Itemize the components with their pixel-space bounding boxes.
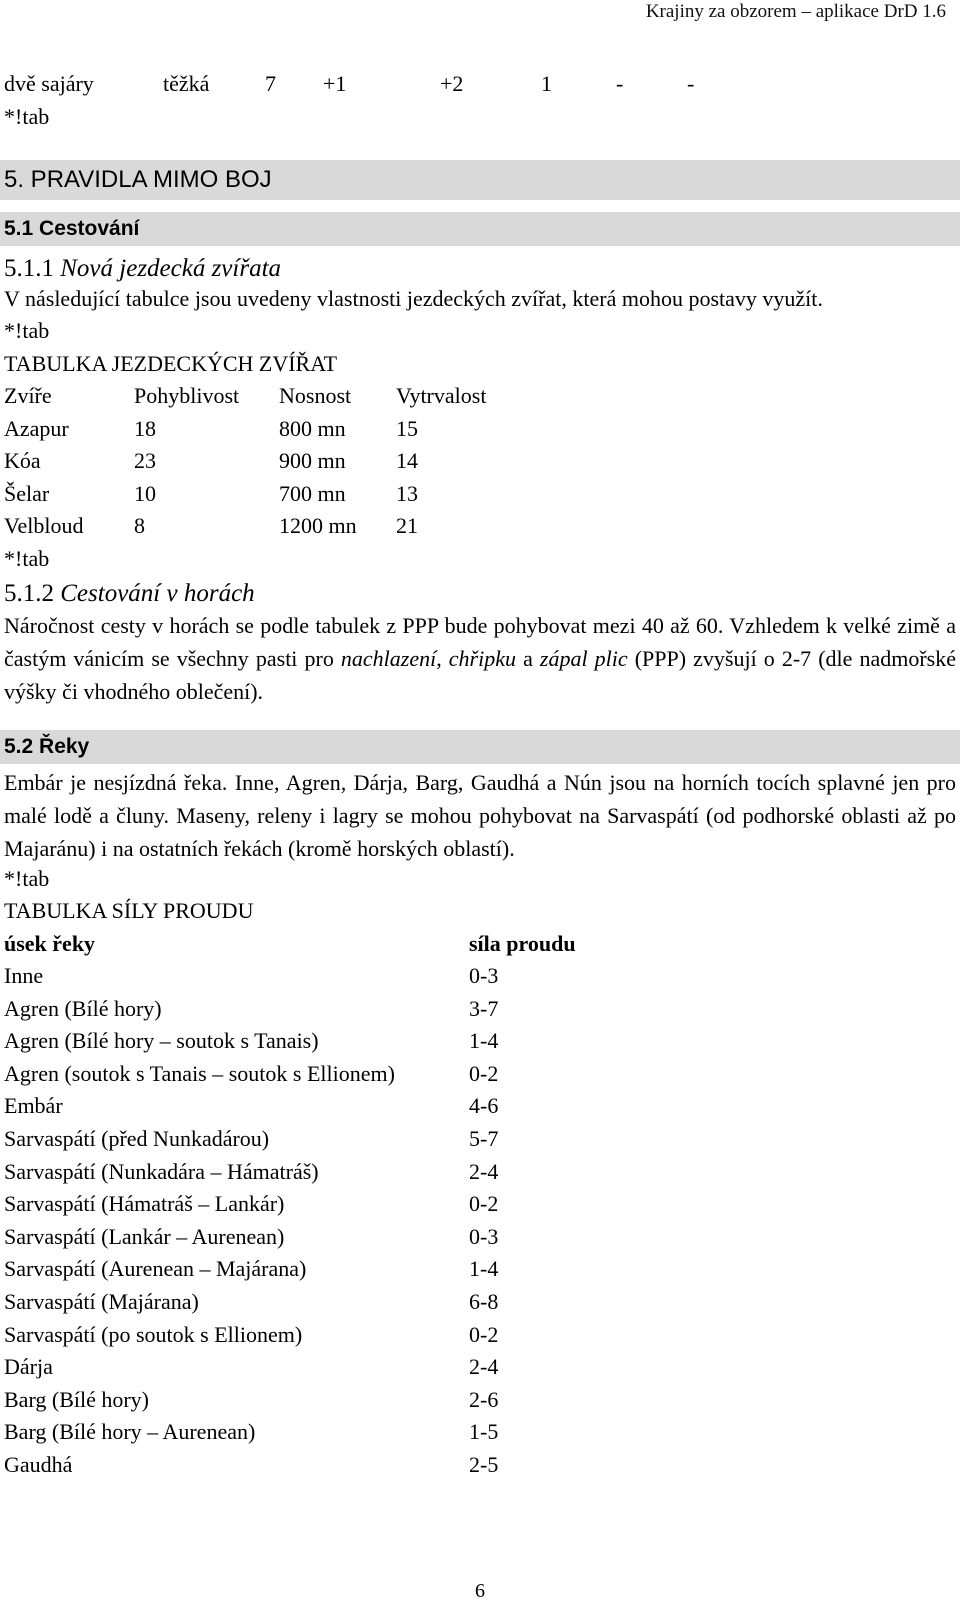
section-heading: 5. PRAVIDLA MIMO BOJ [4,166,272,193]
table-cell: 2-5 [469,1452,499,1477]
heading-band [0,730,960,764]
weapon-cell: 1 [541,71,552,96]
table-header-cell: síla proudu [469,931,576,956]
weapon-name-cell: dvě sajáry [4,71,94,96]
subsection-heading: 5.2 Řeky [4,735,90,758]
heading-number: 5.1.2 [4,580,54,607]
table-cell: Šelar [4,481,50,506]
table-cell: 0-2 [469,1321,499,1347]
weapon-cell: +2 [440,71,464,96]
heading-title: Nová jezdecká zvířata [60,255,282,282]
table-cell: 1-5 [469,1419,499,1445]
table-cell: Agren (Bílé hory) [4,995,162,1021]
weapon-cell: +1 [323,71,347,96]
table-cell: 6-8 [469,1289,499,1314]
table-cell: Azapur [4,416,69,441]
table-header-cell: Vytrvalost [396,383,487,408]
paragraph-text: Náročnost cesty v horách se podle tabulek z PPP bude pohybovat mezi 40 až 60. Vzhledem k velké zimě a častým vánicím se všechny pasti pro [4,613,956,671]
table-cell: Sarvaspátí (před Nunkadárou) [4,1126,270,1151]
weapon-cell: těžká [163,71,210,96]
subsection-heading: 5.1 Cestování [4,217,140,240]
tab-marker: *!tab [4,318,50,343]
table-cell: 18 [134,416,156,441]
table-header-cell: Pohyblivost [134,383,240,408]
table-cell: Sarvaspátí (Lankár – Aurenean) [4,1223,285,1249]
paragraph: Embár je nesjízdná řeka. Inne, Agren, Dárja, Barg, Gaudhá a Nún jsou na horních tocích splavné jen pro malé lodě a čluny. Maseny, releny i lagry se mohou pohybovat na Sarvaspátí (od podhorské oblasti až po Majaránu) i na ostatních řekách (kromě horských oblastí). [4,770,956,861]
table-cell: Barg (Bílé hory) [4,1386,150,1412]
table-cell: Embár [4,1093,63,1119]
heading-number: 5.1.1 [4,255,54,282]
paragraph-text: (PPP) zvyšují o 2-7 (dle nadmořské výšky či vhodného oblečení). [4,646,957,704]
table-cell: 1-4 [469,1028,499,1054]
table-cell: 14 [396,448,418,473]
table-header-cell: úsek řeky [4,931,96,956]
table-cell: 2-4 [469,1158,499,1184]
table-cell: Sarvaspátí (Aurenean – Majárana) [4,1256,307,1282]
table-cell: Gaudhá [4,1452,73,1477]
table-cell: Agren (soutok s Tanais – soutok s Ellionem) [4,1060,395,1086]
table-header-cell: Nosnost [279,383,352,408]
table-cell: 900 mn [279,448,346,473]
table-cell: 21 [396,513,418,538]
table-cell: Sarvaspátí (Hámatráš – Lankár) [4,1191,285,1217]
table-cell: 13 [396,481,418,506]
table-cell: Sarvaspátí (po soutok s Ellionem) [4,1321,303,1347]
condition-term: zápal plic [539,646,628,671]
table-cell: Barg (Bílé hory – Aurenean) [4,1419,256,1445]
table-cell: Velbloud [4,513,84,538]
page-number: 6 [475,1580,485,1602]
subsubsection-heading [4,254,281,284]
table-cell: Inne [4,963,44,988]
paragraph-text: , [436,646,449,671]
table-cell: 0-2 [469,1060,499,1086]
table-cell: 0-3 [469,963,499,988]
condition-term: nachlazení [340,646,437,671]
subsubsection-heading [4,579,255,609]
table-cell: 3-7 [469,995,499,1021]
table-cell: 5-7 [469,1126,499,1151]
weapon-cell: - [616,71,624,96]
weapon-cell: - [687,71,695,96]
weapon-cell: 7 [265,71,276,96]
table-title: TABULKA JEZDECKÝCH ZVÍŘAT [4,351,338,376]
tab-marker: *!tab [4,546,50,571]
table-cell: 800 mn [279,416,346,441]
table-cell: 700 mn [279,481,346,506]
table-cell: Agren (Bílé hory – soutok s Tanais) [4,1028,319,1054]
table-cell: 2-4 [469,1354,499,1380]
table-cell: 23 [134,448,156,473]
table-cell: 0-3 [469,1223,499,1249]
table-cell: 10 [134,481,156,506]
heading-title: Cestování v horách [60,580,255,607]
table-cell: Dárja [4,1354,53,1380]
table-cell: 1-4 [469,1256,499,1282]
table-cell: 8 [134,513,145,538]
table-cell: Kóa [4,448,41,473]
table-cell: 4-6 [469,1093,499,1119]
table-cell: 2-6 [469,1386,499,1412]
table-cell: Sarvaspátí (Majárana) [4,1289,199,1314]
heading-band [0,212,960,246]
paragraph [4,609,956,708]
paragraph-text: a [516,646,540,671]
table-title: TABULKA SÍLY PROUDU [4,898,254,923]
condition-term: chřipku [448,646,516,671]
table-cell: 15 [396,416,418,441]
tab-marker: *!tab [4,104,50,129]
table-header-cell: Zvíře [4,383,52,408]
paragraph: V následující tabulce jsou uvedeny vlastnosti jezdeckých zvířat, která mohou postavy využít. [4,286,823,311]
table-cell: Sarvaspátí (Nunkadára – Hámatráš) [4,1158,319,1184]
table-cell: 0-2 [469,1191,499,1217]
tab-marker: *!tab [4,866,50,891]
running-header: Krajiny za obzorem – aplikace DrD 1.6 [645,1,946,22]
table-cell: 1200 mn [279,513,357,538]
